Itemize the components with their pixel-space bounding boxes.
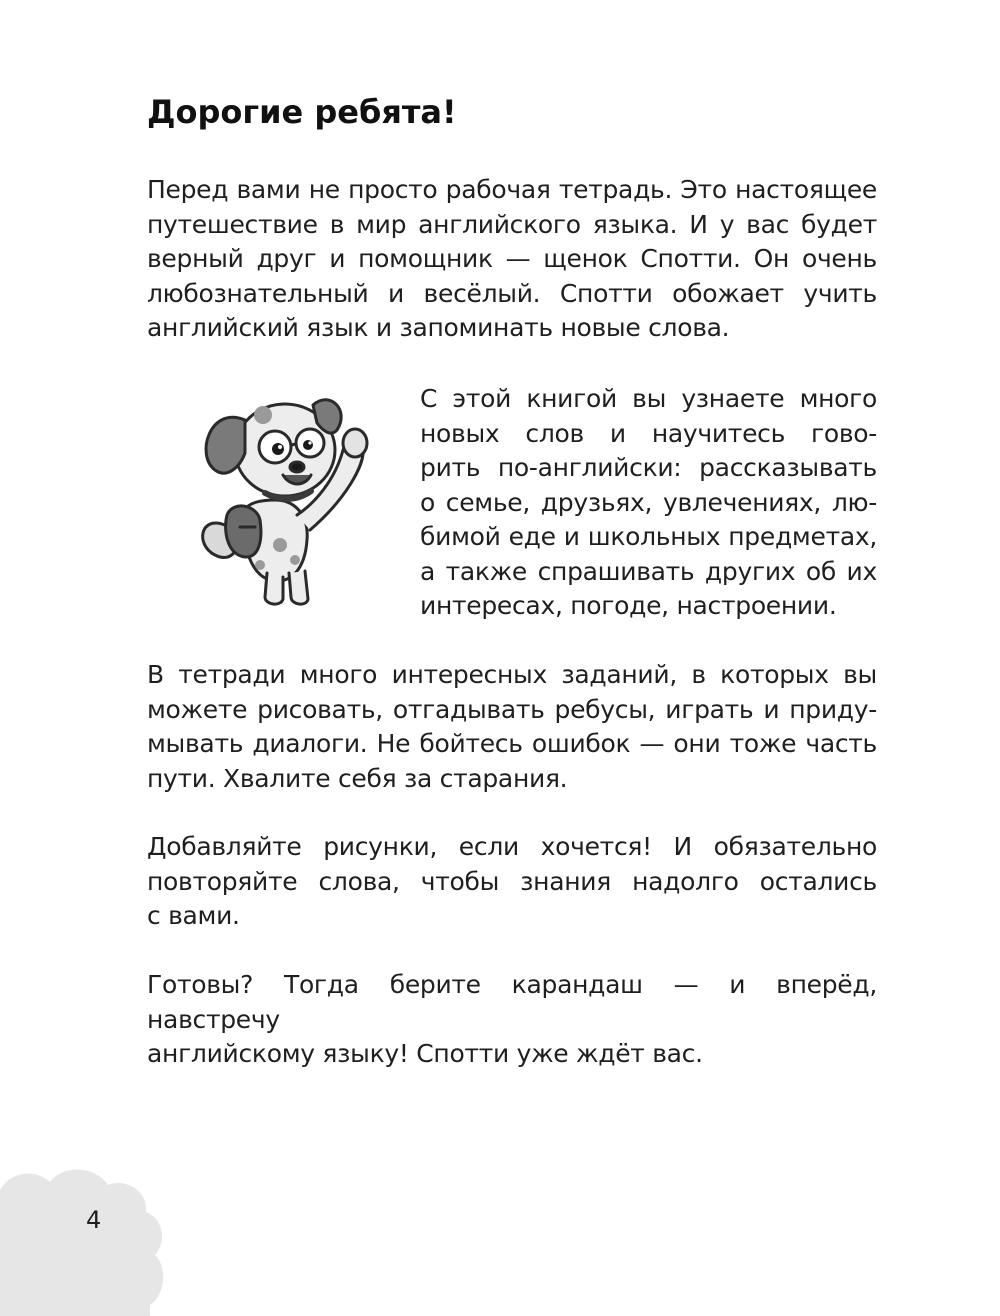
text-line: пути. Хвалите себя за старания.	[147, 763, 568, 793]
text-line: бимой еде и школьных предметах,	[420, 522, 877, 551]
text-line: повторяйте слова, чтобы знания надолго остались	[147, 866, 877, 896]
text-line: В тетради много интересных заданий, в которых вы	[147, 660, 877, 689]
paw-shape	[343, 429, 367, 457]
drawings-paragraph	[147, 830, 877, 934]
text-line: С этой книгой вы узнаете много	[420, 384, 877, 413]
text-line: Добавляйте рисунки, если хочется! И обязательно	[147, 832, 877, 861]
text-line: рить по-английски: рассказывать	[420, 453, 877, 482]
text-line: верный друг и помощник — щенок Спотти. Он очень	[147, 244, 877, 273]
text-line: путешествие в мир английского языка. И у вас будет	[147, 209, 877, 239]
page-number: 4	[86, 1206, 102, 1234]
text-line: Перед вами не просто рабочая тетрадь. Это настоящее	[147, 175, 877, 204]
text-line: о семье, друзьях, увлечениях, лю-	[420, 487, 877, 517]
leg-shape	[265, 573, 283, 604]
cloud-shape	[0, 1170, 163, 1316]
puppy-illustration	[185, 375, 385, 615]
cloud-decoration	[0, 1160, 170, 1316]
text-line: Готовы? Тогда берите карандаш — и вперёд, навстречу	[147, 970, 877, 1034]
text-line: английскому языку! Спотти уже ждёт вас.	[147, 1039, 703, 1068]
text-line: интересах, погоде, настроении.	[420, 591, 837, 620]
text-line: можете рисовать, отгадывать ребусы, играть и приду-	[147, 694, 877, 724]
ready-paragraph	[147, 968, 877, 1072]
text-line: а также спрашивать других об их	[420, 556, 877, 586]
text-line: с вами.	[147, 901, 240, 930]
intro-paragraph	[147, 173, 877, 346]
book-paragraph	[420, 382, 877, 624]
text-line: английский язык и запоминать новые слова.	[147, 313, 730, 342]
page-title: Дорогие ребята!	[147, 93, 457, 131]
text-line: любознательный и весёлый. Спотти обожает учить	[147, 278, 877, 308]
backpack-shape	[226, 506, 261, 557]
text-line: новых слов и научитесь гово-	[420, 418, 877, 448]
text-line: мывать диалоги. Не бойтесь ошибок — они тоже часть	[147, 729, 877, 758]
leg-shape	[289, 571, 308, 604]
ear-shape	[206, 417, 245, 473]
tasks-paragraph	[147, 658, 877, 796]
